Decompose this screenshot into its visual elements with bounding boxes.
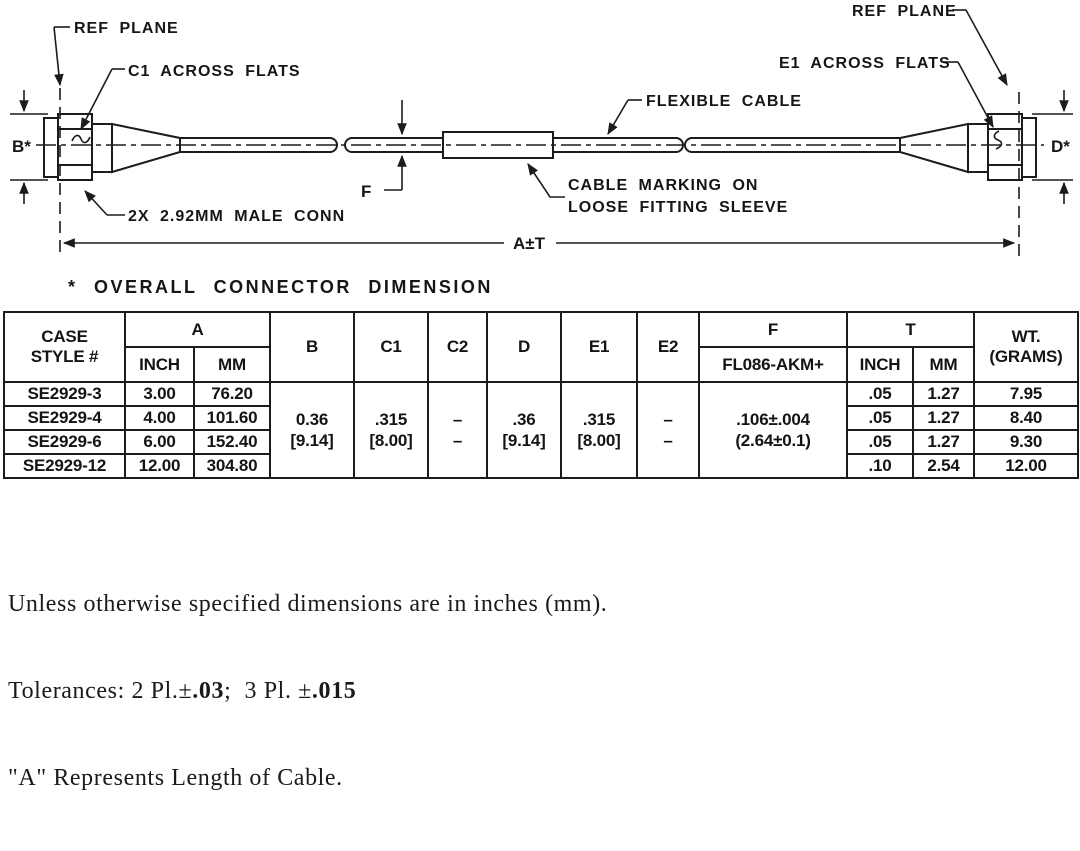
header-a: A xyxy=(125,312,270,347)
cell-b-merged: 0.36 [9.14] xyxy=(270,382,354,478)
header-e2: E2 xyxy=(637,312,699,382)
header-case-style xyxy=(4,312,125,382)
cell-case: SE2929-6 xyxy=(4,430,125,454)
header-t-mm: MM xyxy=(913,347,974,382)
cable-break-1-right-end xyxy=(345,138,352,152)
cell-c2-merged: – – xyxy=(428,382,487,478)
cell-t-inch: .10 xyxy=(847,454,913,478)
header-case-line2: STYLE # xyxy=(30,347,99,366)
left-strain-relief-taper xyxy=(112,124,180,172)
notes-block xyxy=(8,532,1008,851)
dimension-d xyxy=(1032,90,1073,204)
cell-t-inch: .05 xyxy=(847,406,913,430)
header-wt-line2: (GRAMS) xyxy=(989,347,1063,366)
cell-t-mm: 1.27 xyxy=(913,430,974,454)
note-length: "A" Represents Length of Cable. xyxy=(8,765,343,791)
note-units: Unless otherwise specified dimensions are in inches (mm). xyxy=(8,591,608,617)
e1-leader xyxy=(958,62,993,127)
flexible-cable-leader xyxy=(608,100,628,134)
overall-connector-dimension-note: * OVERALL CONNECTOR DIMENSION xyxy=(68,277,493,297)
right-connector xyxy=(900,114,1036,180)
cell-e2-merged: – – xyxy=(637,382,699,478)
cell-a-inch: 3.00 xyxy=(125,382,194,406)
callouts xyxy=(54,3,1007,225)
left-connector-collar xyxy=(92,124,112,172)
cell-case: SE2929-3 xyxy=(4,382,125,406)
cell-d-merged: .36 [9.14] xyxy=(487,382,561,478)
cell-a-mm: 76.20 xyxy=(194,382,270,406)
cell-wt: 12.00 xyxy=(974,454,1078,478)
cable-marking-label-line2: LOOSE FITTING SLEEVE xyxy=(568,199,789,216)
right-connector-cap xyxy=(1022,118,1036,177)
header-c1: C1 xyxy=(354,312,428,382)
header-c2: C2 xyxy=(428,312,487,382)
ref-plane-right-leader xyxy=(966,10,1007,85)
header-wt-line1: WT. xyxy=(1011,327,1041,346)
spec-table-wrap xyxy=(3,311,1079,479)
flexible-cable-label: FLEXIBLE CABLE xyxy=(646,93,802,110)
right-strain-relief-taper xyxy=(900,124,968,172)
cell-wt: 8.40 xyxy=(974,406,1078,430)
cell-a-inch: 12.00 xyxy=(125,454,194,478)
cell-e1-merged: .315 [8.00] xyxy=(561,382,637,478)
cable-marking-label-line1: CABLE MARKING ON xyxy=(568,177,759,194)
c1-leader xyxy=(81,69,112,129)
cell-case: SE2929-12 xyxy=(4,454,125,478)
header-a-mm: MM xyxy=(194,347,270,382)
cell-wt: 7.95 xyxy=(974,382,1078,406)
ref-plane-left-label: REF PLANE xyxy=(74,20,179,37)
cell-a-mm: 304.80 xyxy=(194,454,270,478)
header-case-line1: CASE xyxy=(41,327,88,346)
spec-table xyxy=(3,311,1079,479)
cable-assembly-drawing xyxy=(0,0,1080,308)
right-connector-collar xyxy=(968,124,988,172)
dim-a-label: A±T xyxy=(513,234,545,253)
dimension-a xyxy=(64,234,1014,253)
cell-f-merged: .106±.004 (2.64±0.1) xyxy=(699,382,847,478)
left-connector-hex-nut xyxy=(58,114,92,180)
table-row xyxy=(4,382,1078,406)
dim-b-label: B* xyxy=(12,137,31,156)
cell-t-mm: 2.54 xyxy=(913,454,974,478)
header-e1: E1 xyxy=(561,312,637,382)
header-d: D xyxy=(487,312,561,382)
dimension-b xyxy=(10,90,48,204)
ref-plane-right-label: REF PLANE xyxy=(852,3,957,20)
cell-c1-merged: .315 [8.00] xyxy=(354,382,428,478)
e1-across-flats-label: E1 ACROSS FLATS xyxy=(779,55,951,72)
male-conn-leader xyxy=(85,191,107,215)
dim-d-label: D* xyxy=(1051,137,1070,156)
cell-a-inch: 6.00 xyxy=(125,430,194,454)
cable-break-2-right-end xyxy=(685,138,692,152)
left-connector-cap xyxy=(44,118,58,177)
cell-a-mm: 152.40 xyxy=(194,430,270,454)
header-t-inch: INCH xyxy=(847,347,913,382)
cell-t-mm: 1.27 xyxy=(913,382,974,406)
ref-plane-left-leader xyxy=(54,27,60,85)
cell-a-mm: 101.60 xyxy=(194,406,270,430)
c1-across-flats-label: C1 ACROSS FLATS xyxy=(128,63,301,80)
cell-t-inch: .05 xyxy=(847,382,913,406)
right-connector-hex-nut xyxy=(988,114,1022,180)
dim-f-label: F xyxy=(361,182,372,201)
header-b: B xyxy=(270,312,354,382)
cell-wt: 9.30 xyxy=(974,430,1078,454)
male-conn-label: 2X 2.92MM MALE CONN xyxy=(128,208,346,225)
dimension-f xyxy=(361,100,402,201)
cell-case: SE2929-4 xyxy=(4,406,125,430)
cell-t-mm: 1.27 xyxy=(913,406,974,430)
cell-t-inch: .05 xyxy=(847,430,913,454)
note-tolerances: Tolerances: 2 Pl.±.03; 3 Pl. ±.015 xyxy=(8,678,357,704)
header-f: F xyxy=(699,312,847,347)
cell-a-inch: 4.00 xyxy=(125,406,194,430)
header-a-inch: INCH xyxy=(125,347,194,382)
left-connector xyxy=(44,114,180,180)
header-t: T xyxy=(847,312,974,347)
header-f-sub: FL086-AKM+ xyxy=(699,347,847,382)
cable-marking-leader xyxy=(528,164,565,197)
header-wt xyxy=(974,312,1078,382)
